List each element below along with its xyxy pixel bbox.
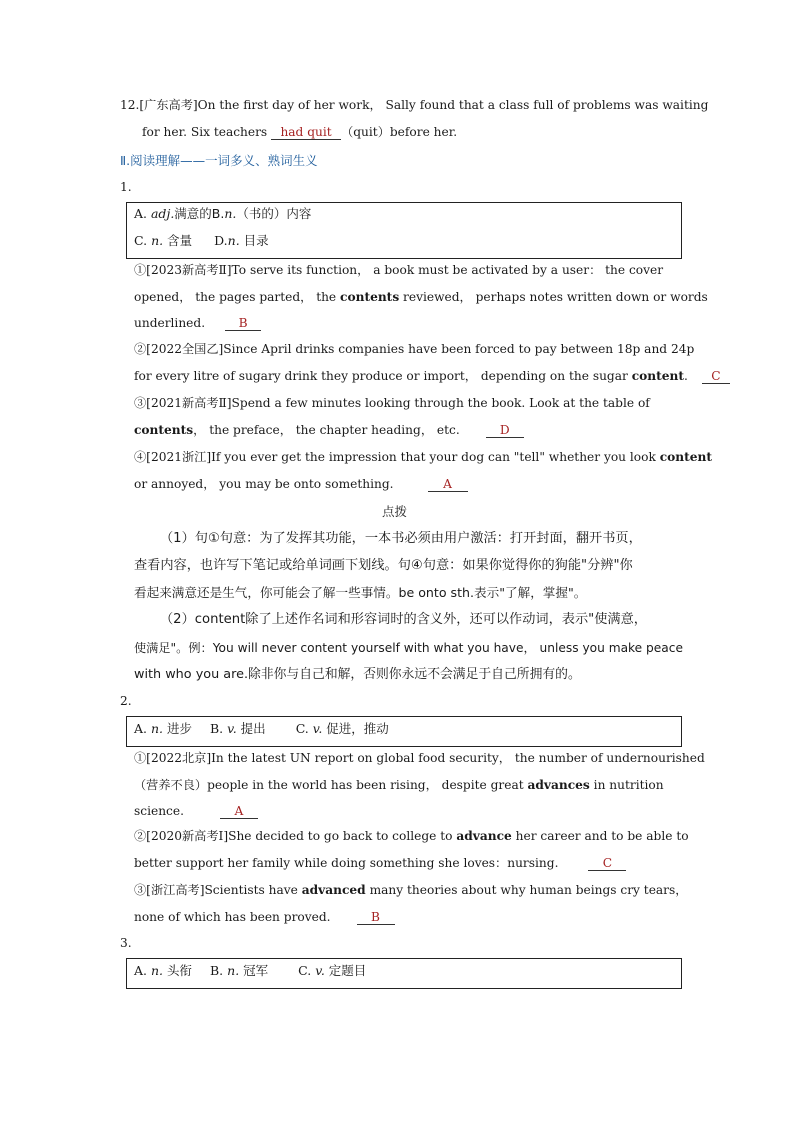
options-box (126, 202, 682, 259)
question-12-line2: for her. Six teachers had quit （quit）before her. (142, 125, 458, 139)
sentence-1-line3: science. A (134, 803, 258, 819)
option-line-cd: C. n. 含量 D.n. 目录 (134, 233, 269, 248)
sentence-4-line2: or annoyed， you may be onto something. A (134, 476, 468, 492)
sentence-1-line2: opened， the pages parted， the contents reviewed， perhaps notes written down or words (134, 290, 708, 304)
option-line: A. n. 进步 B. v. 提出 C. v. 促进，推动 (134, 721, 389, 736)
sentence-1-line1: ①[2022北京]In the latest UN report on global food security， the number of undernourished (134, 751, 705, 765)
options-box (126, 716, 682, 747)
tip-1-line1: （1）句①句意：为了发挥其功能，一本书必须由用户激活：打开封面，翻开书页， (160, 531, 642, 546)
answer-blank: C (702, 369, 730, 384)
tip-2-line3: with who you are.除非你与自己和解，否则你永远不会满足于自己所拥有的。 (134, 667, 581, 682)
item-number: 3. (120, 936, 132, 950)
tip-2-line1: （2）content除了上述作名词和形容词时的含义外，还可以作动词，表示"使满意， (160, 612, 647, 627)
section-heading: Ⅱ.阅读理解——一词多义、熟词生义 (120, 153, 318, 168)
sentence-2-line2: better support her family while doing something she loves：nursing. C (134, 855, 626, 871)
option-line-ab: A. adj.满意的B.n.（书的）内容 (134, 206, 312, 221)
item-number: 2. (120, 694, 132, 708)
sentence-1-line3: underlined. B (134, 315, 261, 331)
tip-1-line2: 查看内容，也许写下笔记或给单词画下划线。句④句意：如果你觉得你的狗能"分辨"你 (134, 558, 633, 573)
sentence-3-line1: ③[浙江高考]Scientists have advanced many theories about why human beings cry tears， (134, 883, 688, 897)
answer-blank: had quit (271, 125, 341, 140)
answer-blank: A (220, 804, 258, 819)
answer-blank: B (357, 910, 395, 925)
tip-1-line3: 看起来满意还是生气，你可能会了解一些事情。be onto sth.表示"了解，掌握"。 (134, 585, 587, 600)
sentence-2-line1: ②[2022全国乙]Since April drinks companies have been forced to pay between 18p and 24p (134, 342, 695, 356)
answer-blank: D (486, 423, 524, 438)
item-number: 1. (120, 180, 132, 194)
sentence-1-line1: ①[2023新高考Ⅱ]To serve its function， a book must be activated by a user： the cover (134, 263, 664, 277)
question-12-line1: 12.[广东高考]On the first day of her work， Sally found that a class full of problems was waiting (120, 98, 709, 112)
sentence-3-line2: contents， the preface， the chapter heading， etc. D (134, 422, 524, 438)
tip-2-line2: 使满足"。例：You will never content yourself with what you have， unless you make peace (134, 641, 683, 655)
answer-blank: B (225, 316, 261, 331)
option-line: A. n. 头衔 B. n. 冠军 C. v. 定题目 (134, 963, 367, 978)
sentence-3-line2: none of which has been proved. B (134, 909, 395, 925)
sentence-3-line1: ③[2021新高考Ⅱ]Spend a few minutes looking through the book. Look at the table of (134, 396, 650, 410)
options-box (126, 958, 682, 989)
sentence-1-line2: （营养不良）people in the world has been rising， despite great advances in nutrition (134, 778, 664, 792)
answer-blank: A (428, 477, 468, 492)
answer-blank: C (588, 856, 626, 871)
sentence-2-line2: for every litre of sugary drink they produce or import， depending on the sugar content. C (134, 368, 730, 384)
sentence-4-line1: ④[2021浙江]If you ever get the impression that your dog can "tell" whether you look content (134, 450, 713, 464)
sentence-2-line1: ②[2020新高考Ⅰ]She decided to go back to college to advance her career and to be able to (134, 829, 689, 843)
tip-title: 点拨 (382, 504, 408, 519)
